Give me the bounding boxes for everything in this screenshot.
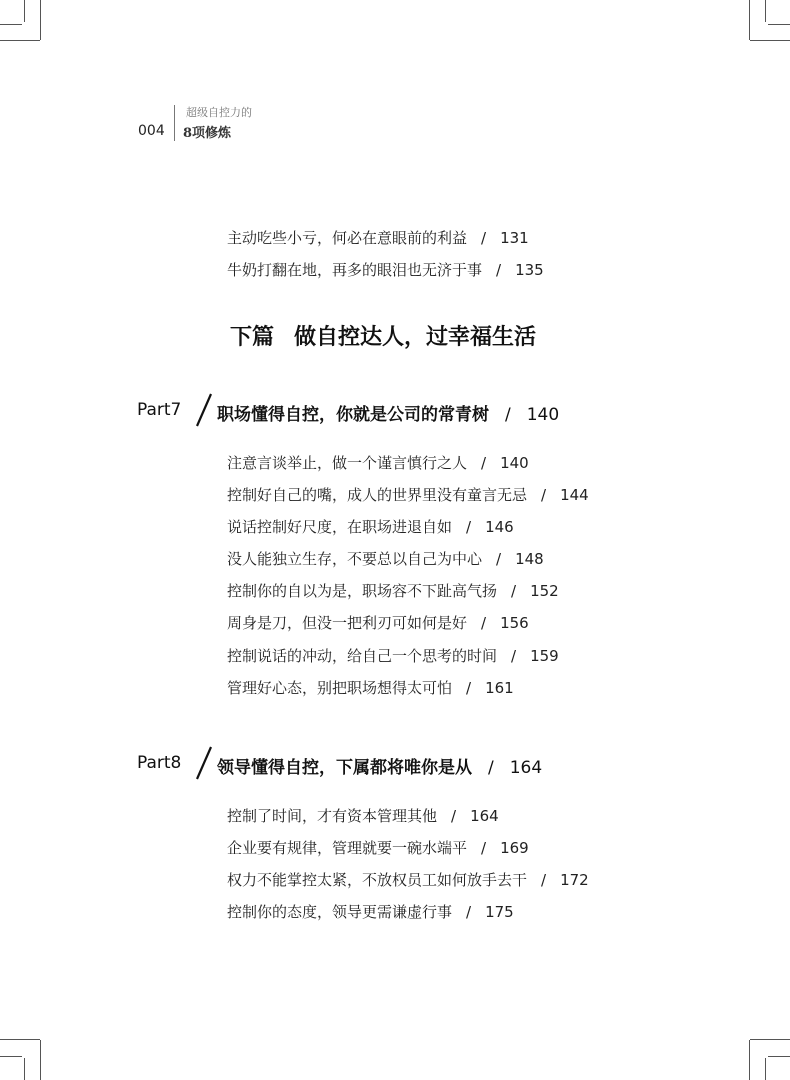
toc-entry-title: 控制了时间，才有资本管理其他 <box>227 807 438 825</box>
toc-entry <box>227 517 514 537</box>
toc-entry <box>227 646 559 666</box>
toc-entry-page: 135 <box>515 261 544 279</box>
toc-separator: / <box>496 261 502 279</box>
page-number: 004 <box>138 123 165 139</box>
toc-entry-page: 164 <box>470 807 499 825</box>
slash-divider-icon <box>189 745 219 781</box>
part-label: Part8 <box>137 753 182 773</box>
toc-entry-page: 159 <box>530 647 559 665</box>
toc-entry-title: 管理好心态，别把职场想得太可怕 <box>227 679 453 697</box>
toc-entry-title: 控制你的态度，领导更需谦虚行事 <box>227 903 453 921</box>
toc-entry-title: 企业要有规律，管理就要一碗水端平 <box>227 839 468 857</box>
toc-separator: / <box>488 758 494 778</box>
toc-separator: / <box>481 229 487 247</box>
toc-entry <box>227 485 589 505</box>
toc-separator: / <box>511 647 517 665</box>
toc-entry-title: 控制你的自以为是，职场容不下趾高气扬 <box>227 582 498 600</box>
toc-entry <box>227 838 529 858</box>
toc-entry <box>227 678 514 698</box>
toc-entry-title: 注意言谈举止，做一个谨言慎行之人 <box>227 454 468 472</box>
section-title: 做自控达人，过幸福生活 <box>294 325 537 350</box>
toc-separator: / <box>466 903 472 921</box>
toc-entry-page: 156 <box>500 614 529 632</box>
toc-entry-title: 主动吃些小亏，何必在意眼前的利益 <box>227 229 468 247</box>
toc-entry <box>227 806 499 826</box>
toc-separator: / <box>451 807 457 825</box>
toc-separator: / <box>505 405 511 425</box>
toc-separator: / <box>481 454 487 472</box>
toc-entry <box>227 581 559 601</box>
toc-entry-page: 144 <box>560 486 589 504</box>
toc-entry-page: 140 <box>500 454 529 472</box>
toc-entry <box>227 260 544 280</box>
part-title: 领导懂得自控，下属都将唯你是从 <box>217 758 472 778</box>
toc-separator: / <box>466 679 472 697</box>
toc-separator: / <box>481 614 487 632</box>
slash-divider-icon <box>189 392 219 428</box>
toc-entry-title: 说话控制好尺度，在职场进退自如 <box>227 518 453 536</box>
toc-separator: / <box>496 550 502 568</box>
part-title-line <box>217 400 559 425</box>
toc-separator: / <box>541 871 547 889</box>
toc-entry-page: 148 <box>515 550 544 568</box>
part-page: 164 <box>509 758 543 778</box>
toc-entry-page: 172 <box>560 871 589 889</box>
toc-entry <box>227 613 529 633</box>
toc-entry-title: 控制好自己的嘴，成人的世界里没有童言无忌 <box>227 486 528 504</box>
toc-entry-title: 牛奶打翻在地，再多的眼泪也无济于事 <box>227 261 483 279</box>
book-title-line1: 超级自控力的 <box>186 106 252 119</box>
toc-entry-page: 161 <box>485 679 514 697</box>
part-label: Part7 <box>137 400 182 420</box>
toc-entry <box>227 453 529 473</box>
toc-entry-title: 没人能独立生存，不要总以自己为中心 <box>227 550 483 568</box>
toc-entry <box>227 549 544 569</box>
toc-entry-page: 175 <box>485 903 514 921</box>
toc-separator: / <box>511 582 517 600</box>
toc-entry-title: 周身是刀，但没一把利刃可如何是好 <box>227 614 468 632</box>
header-divider <box>174 105 175 141</box>
toc-entry-page: 146 <box>485 518 514 536</box>
section-heading <box>230 322 536 354</box>
toc-entry <box>227 870 589 890</box>
toc-separator: / <box>466 518 472 536</box>
toc-separator: / <box>481 839 487 857</box>
toc-entry-page: 131 <box>500 229 529 247</box>
toc-entry-page: 152 <box>530 582 559 600</box>
toc-entry-title: 控制说话的冲动，给自己一个思考的时间 <box>227 647 498 665</box>
toc-entry-page: 169 <box>500 839 529 857</box>
part-page: 140 <box>526 405 560 425</box>
toc-entry <box>227 902 514 922</box>
section-label: 下篇 <box>230 325 275 350</box>
book-title-line2: 8项修炼 <box>183 126 232 141</box>
part-title-line <box>217 753 542 778</box>
toc-separator: / <box>541 486 547 504</box>
toc-entry-title: 权力不能掌控太紧，不放权员工如何放手去干 <box>227 871 528 889</box>
part-title: 职场懂得自控，你就是公司的常青树 <box>217 405 489 425</box>
toc-entry <box>227 228 529 248</box>
